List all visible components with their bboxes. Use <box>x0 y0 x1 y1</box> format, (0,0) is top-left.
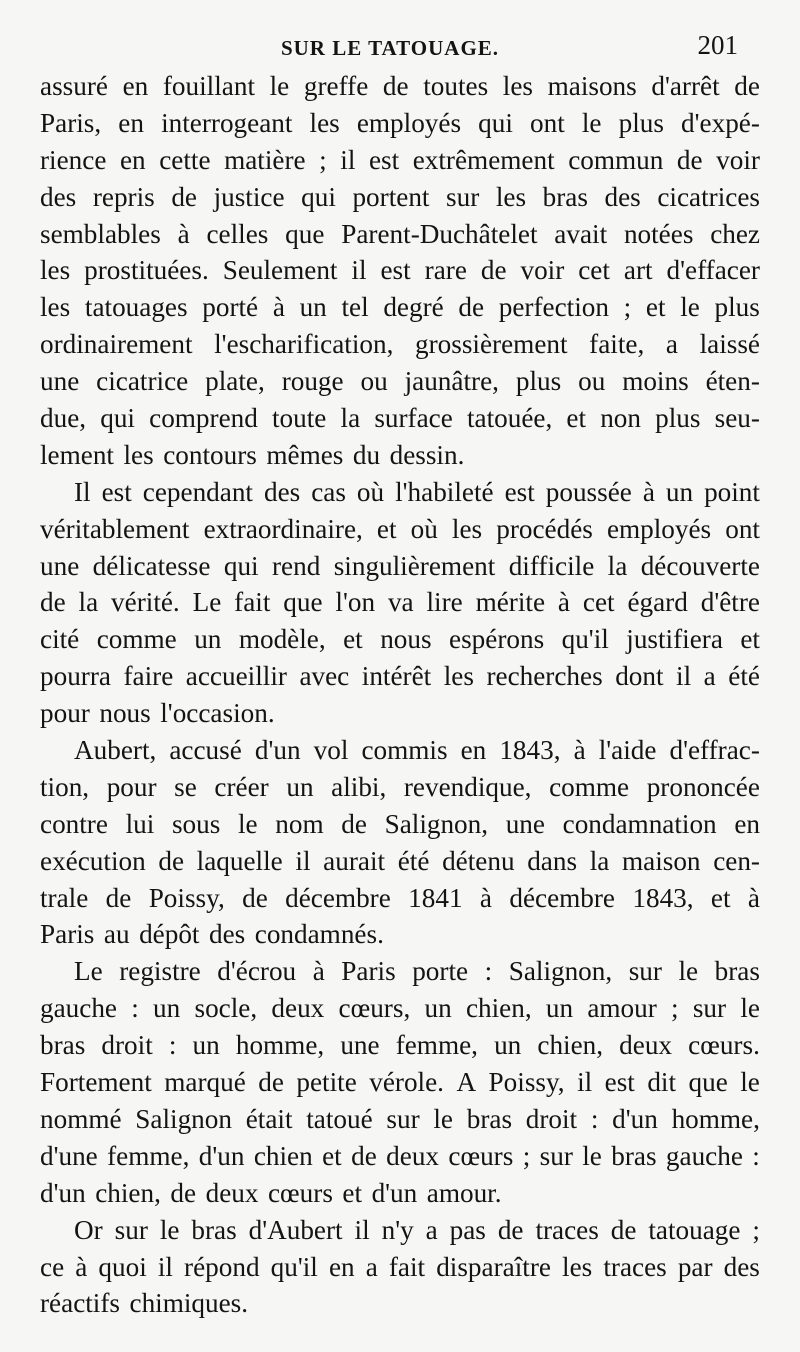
text-line: lement les contours mêmes du dessin. <box>40 439 465 470</box>
text-line: due, qui comprend toute la surface tatouée, et non plus seu- <box>40 403 760 434</box>
text-line: nommé Salignon était tatoué sur le bras droit : d'un homme, <box>40 1103 760 1134</box>
text-line: d'une femme, d'un chien et de deux cœurs ; sur le bras gauche : <box>40 1140 760 1171</box>
running-head <box>42 30 738 66</box>
text-line: Paris au dépôt des condamnés. <box>40 919 384 950</box>
text-line: Or sur le bras d'Aubert il n'y a pas de traces de tatouage ; <box>74 1214 760 1245</box>
text-line: ordinairement l'escharification, grossièrement faite, a laissé <box>40 329 760 360</box>
text-line: les tatouages porté à un tel degré de perfection ; et le plus <box>40 292 760 323</box>
text-line: pour nous l'occasion. <box>40 698 275 729</box>
text-line: cité comme un modèle, et nous espérons qu'il justifiera et <box>40 624 760 655</box>
text-line: une cicatrice plate, rouge ou jaunâtre, plus ou moins éten- <box>40 366 760 397</box>
text-line: de la vérité. Le fait que l'on va lire mérite à cet égard d'être <box>40 587 760 618</box>
text-line: des repris de justice qui portent sur les bras des cicatrices <box>40 181 760 212</box>
text-line: gauche : un socle, deux cœurs, un chien, un amour ; sur le <box>40 993 760 1024</box>
text-line: pourra faire accueillir avec intérêt les recherches dont il a été <box>40 661 760 692</box>
text-line: réactifs chimiques. <box>40 1288 249 1319</box>
text-line: bras droit : un homme, une femme, un chien, deux cœurs. <box>40 1030 760 1061</box>
text-line: rience en cette matière ; il est extrêmement commun de voir <box>40 144 760 175</box>
text-line: d'un chien, de deux cœurs et d'un amour. <box>40 1177 502 1208</box>
text-line: ce à quoi il répond qu'il en a fait disparaître les traces par des <box>40 1251 760 1282</box>
running-title: SUR LE TATOUAGE. <box>280 36 500 60</box>
text-line: Aubert, accusé d'un vol commis en 1843, à l'aide d'effrac- <box>74 735 760 766</box>
text-line: semblables à celles que Parent-Duchâtelet avait notées chez <box>40 218 760 249</box>
text-line: Le registre d'écrou à Paris porte : Salignon, sur le bras <box>74 956 760 987</box>
text-line: trale de Poissy, de décembre 1841 à décembre 1843, et à <box>40 882 760 913</box>
text-line: Fortement marqué de petite vérole. A Poissy, il est dit que le <box>40 1067 760 1098</box>
text-line: les prostituées. Seulement il est rare de voir cet art d'effacer <box>40 255 760 286</box>
text-line: contre lui sous le nom de Salignon, une condamnation en <box>40 808 760 839</box>
text-line: exécution de laquelle il aurait été détenu dans la maison cen- <box>40 845 760 876</box>
text-line: assuré en fouillant le greffe de toutes les maisons d'arrêt de <box>40 71 760 101</box>
text-line: Paris, en interrogeant les employés qui ont le plus d'expé- <box>40 107 760 138</box>
text-line: une délicatesse qui rend singulièrement difficile la découverte <box>40 550 760 581</box>
text-line: tion, pour se créer un alibi, revendique, comme prononcée <box>40 771 760 802</box>
text-line: véritablement extraordinaire, et où les procédés employés ont <box>40 513 760 544</box>
page-number: 201 <box>697 30 738 60</box>
body-text <box>40 68 760 1322</box>
text-line: Il est cependant des cas où l'habileté est poussée à un point <box>74 476 760 507</box>
